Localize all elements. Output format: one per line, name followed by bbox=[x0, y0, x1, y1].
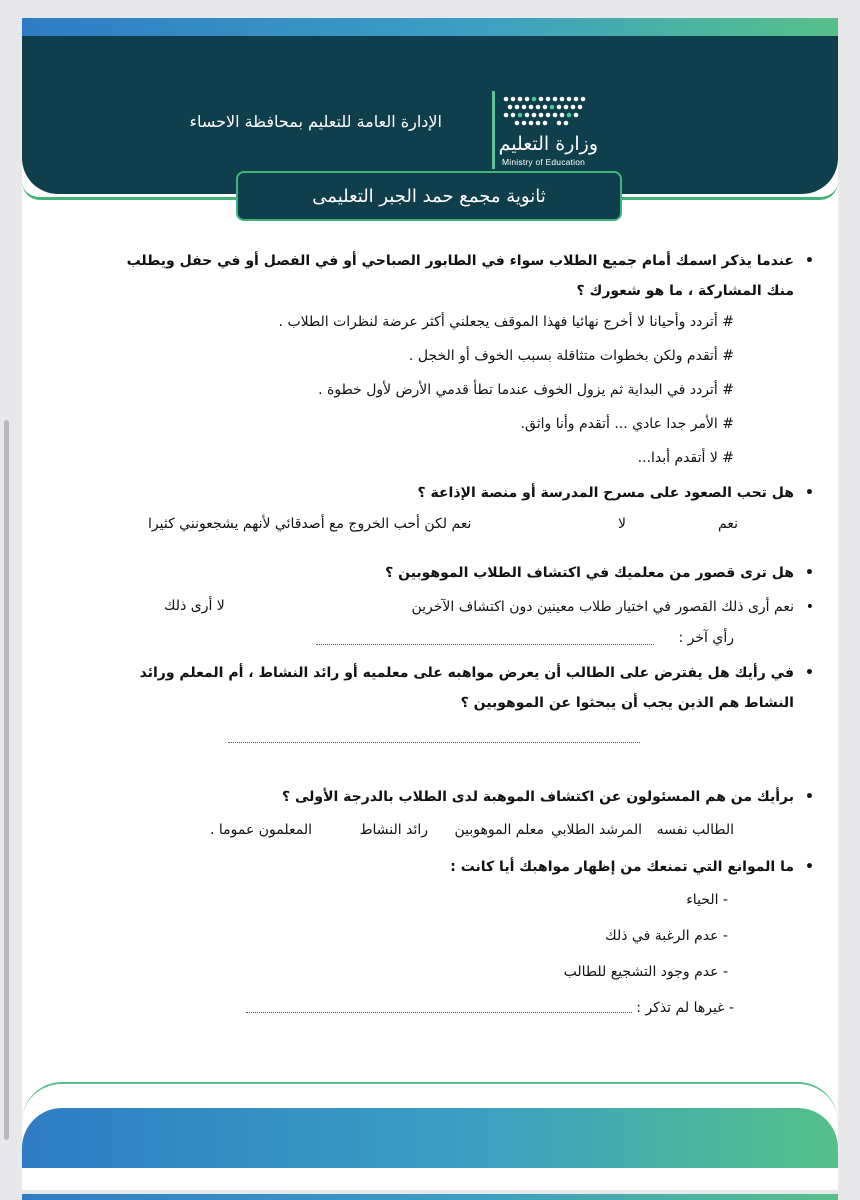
q3-other-answer-line bbox=[316, 644, 654, 645]
q1-option-2: # أتقدم ولكن بخطوات متثاقلة بسبب الخوف أو الخجل . bbox=[408, 348, 734, 364]
q1-option-3: # أتردد في البداية ثم يزول الخوف عندما تطأ قدمي الأرض لأول خطوة . bbox=[318, 382, 734, 398]
q1-option-1: # أتردد وأحيانا لا أخرج نهائيا فهذا الموقف يجعلني أكثر عرضة لنظرات الطلاب . bbox=[278, 314, 734, 330]
q5-option-3: معلم الموهوبين bbox=[454, 822, 544, 838]
q5-option-1: الطالب نفسه bbox=[656, 822, 734, 838]
q2-option-other: نعم لكن أحب الخروج مع أصدقائي لأنهم يشجعونني كثيرا bbox=[148, 516, 472, 532]
q6-option-3: - عدم وجود التشجيع للطالب bbox=[563, 964, 728, 980]
q5-option-2: المرشد الطلابي bbox=[550, 822, 642, 838]
q3-option-no: لا أرى ذلك bbox=[164, 598, 225, 614]
q3-other-label: رأي آخر : bbox=[678, 630, 734, 646]
school-name-box: ثانوية مجمع حمد الجبر التعليمى bbox=[236, 171, 622, 221]
logo-english-text: Ministry of Education bbox=[502, 157, 586, 167]
survey-content bbox=[22, 18, 838, 1190]
q6-option-2: - عدم الرغبة في ذلك bbox=[605, 928, 728, 944]
logo-arabic-text: وزارة التعليم bbox=[498, 133, 598, 155]
q6-option-1: - الحياء bbox=[686, 892, 728, 908]
document-page bbox=[22, 18, 838, 1190]
q3-option-yes: نعم أرى ذلك القصور في اختيار طلاب معينين دون اكتشاف الآخرين bbox=[411, 599, 794, 615]
q6-other-answer-line bbox=[246, 1012, 632, 1013]
q2-option-no: لا bbox=[618, 516, 626, 532]
directorate-title: الإدارة العامة للتعليم بمحافظة الاحساء bbox=[189, 112, 442, 131]
question-5: • برأيك من هم المسئولون عن اكتشاف الموهبة لدى الطلاب بالدرجة الأولى ؟ bbox=[114, 782, 814, 812]
question-4: • في رأيك هل يفترض على الطالب أن يعرض مواهبه على معلميه أو رائد النشاط ، أم المعلم ورائد النشاط هم الذين يجب أن يبحثوا عن الموهوبين ؟ bbox=[114, 658, 814, 718]
q2-option-yes: نعم bbox=[718, 516, 738, 532]
q4-answer-line bbox=[228, 742, 640, 743]
q5-option-5: المعلمون عموما . bbox=[209, 822, 312, 838]
q1-option-4: # الأمر جدا عادي ... أتقدم وأنا واثق. bbox=[520, 416, 734, 432]
q5-option-4: رائد النشاط bbox=[359, 822, 428, 838]
q6-option-4: - غيرها لم تذكر : bbox=[636, 1000, 734, 1016]
footer-gradient-band bbox=[22, 1108, 838, 1168]
question-2: • هل تحب الصعود على مسرح المدرسة أو منصة الإذاعة ؟ bbox=[114, 478, 814, 508]
question-6: • ما الموانع التي تمنعك من إظهار مواهبك أيا كانت : bbox=[114, 852, 814, 882]
next-page-edge bbox=[22, 1194, 838, 1200]
q1-option-5: # لا أتقدم أبدا... bbox=[637, 450, 734, 466]
question-3: • هل ترى قصور من معلميك في اكتشاف الطلاب الموهوبين ؟ bbox=[114, 558, 814, 588]
vertical-scrollbar[interactable] bbox=[4, 420, 9, 1140]
question-1: • عندما يذكر اسمك أمام جميع الطلاب سواء في الطابور الصباحي أو في الفصل أو في حفل ويطلب منك المشاركة ، ما هو شعورك ؟ bbox=[114, 246, 814, 306]
